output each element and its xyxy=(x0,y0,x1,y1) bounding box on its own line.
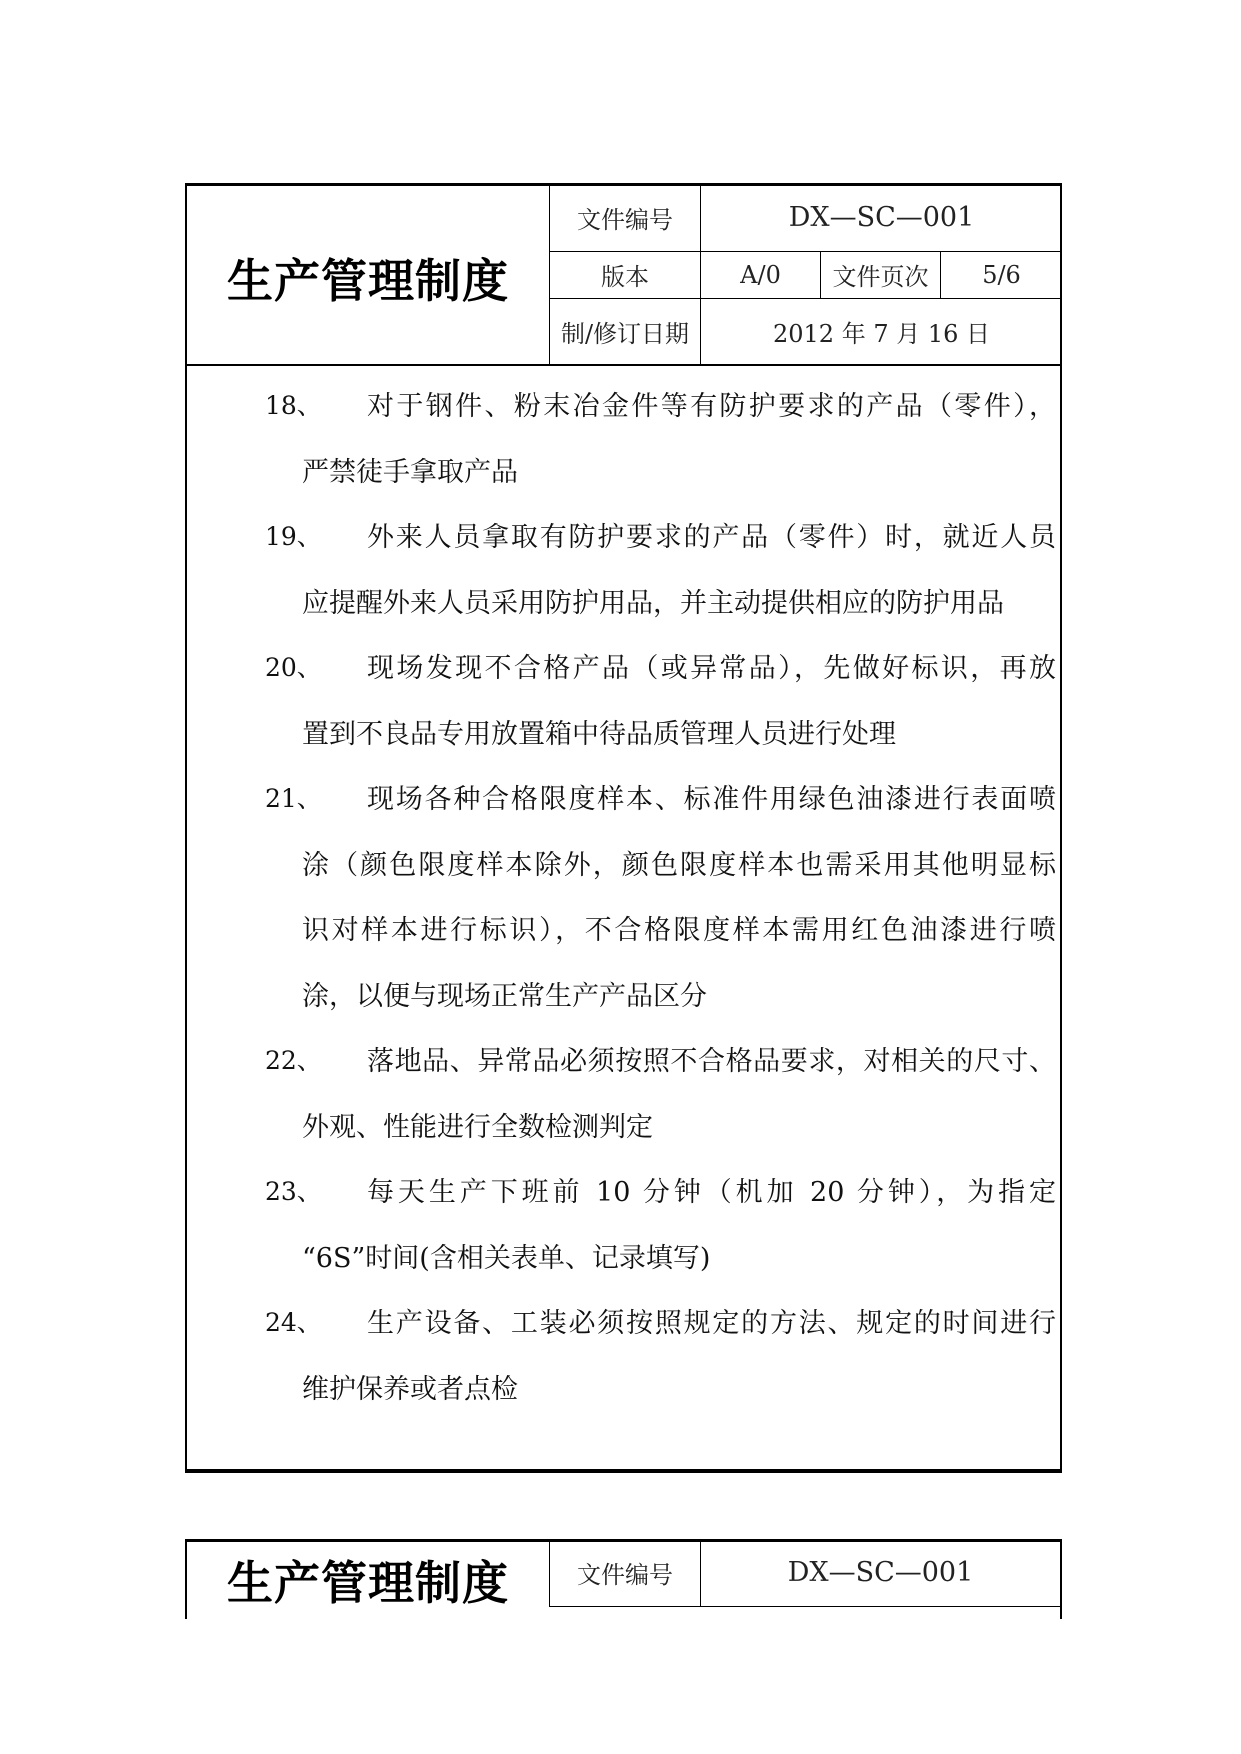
doc-no-value: DX—SC—001 xyxy=(700,183,1062,251)
version-value: A/0 xyxy=(700,251,820,298)
item-number: 23、 xyxy=(265,1177,322,1206)
item-text-line: 对于钢件、粉末冶金件等有防护要求的产品（零件）， xyxy=(367,391,1056,422)
divider xyxy=(185,364,1062,366)
item-text-line: 外来人员拿取有防护要求的产品（零件）时，就近人员 xyxy=(367,522,1056,553)
item-text-line: 严禁徒手拿取产品 xyxy=(302,456,518,488)
doc-no-value: DX—SC—001 xyxy=(700,1539,1062,1607)
page-label: 文件页次 xyxy=(820,251,940,298)
doc-no-label: 文件编号 xyxy=(549,183,700,251)
divider xyxy=(549,298,1062,299)
item-text-line: 外观、性能进行全数检测判定 xyxy=(302,1111,653,1143)
item-text-line: 落地品、异常品必须按照不合格品要求，对相关的尺寸、 xyxy=(367,1046,1056,1077)
item-text-line: 涂，以便与现场正常生产产品区分 xyxy=(302,980,707,1012)
item-number: 24、 xyxy=(265,1308,322,1337)
item-text-line: 识对样本进行标识），不合格限度样本需用红色油漆进行喷 xyxy=(302,915,1056,946)
next-document-header xyxy=(185,1539,1062,1610)
item-number: 22、 xyxy=(265,1046,322,1075)
date-label: 制/修订日期 xyxy=(549,298,700,365)
divider xyxy=(549,251,1062,252)
item-text-line: 现场发现不合格产品（或异常品），先做好标识，再放 xyxy=(367,653,1056,684)
item-text-line: 置到不良品专用放置箱中待品质管理人员进行处理 xyxy=(302,718,896,750)
item-text-line: 应提醒外来人员采用防护用品，并主动提供相应的防护用品 xyxy=(302,587,1004,619)
version-label: 版本 xyxy=(549,251,700,298)
item-text-line: 现场各种合格限度样本、标准件用绿色油漆进行表面喷 xyxy=(367,784,1056,815)
date-value: 2012 年 7 月 16 日 xyxy=(700,298,1062,365)
item-number: 21、 xyxy=(265,784,322,813)
item-text-line: 生产设备、工装必须按照规定的方法、规定的时间进行 xyxy=(367,1308,1056,1339)
item-number: 19、 xyxy=(265,522,322,551)
item-text-line: “6S”时间(含相关表单、记录填写) xyxy=(302,1242,711,1274)
item-text-line: 维护保养或者点检 xyxy=(302,1373,518,1405)
item-number: 18、 xyxy=(265,391,322,420)
item-text-line: 每天生产下班前 10 分钟（机加 20 分钟），为指定 xyxy=(367,1177,1056,1208)
doc-no-label: 文件编号 xyxy=(549,1539,700,1607)
document-title: 生产管理制度 xyxy=(227,1556,509,1610)
item-text-line: 涂（颜色限度样本除外，颜色限度样本也需采用其他明显标 xyxy=(302,849,1056,881)
page-value: 5/6 xyxy=(940,251,1062,298)
document-header xyxy=(185,183,1062,365)
item-number: 20、 xyxy=(265,653,322,682)
document-title: 生产管理制度 xyxy=(227,254,509,308)
page-frame xyxy=(185,183,1062,1473)
